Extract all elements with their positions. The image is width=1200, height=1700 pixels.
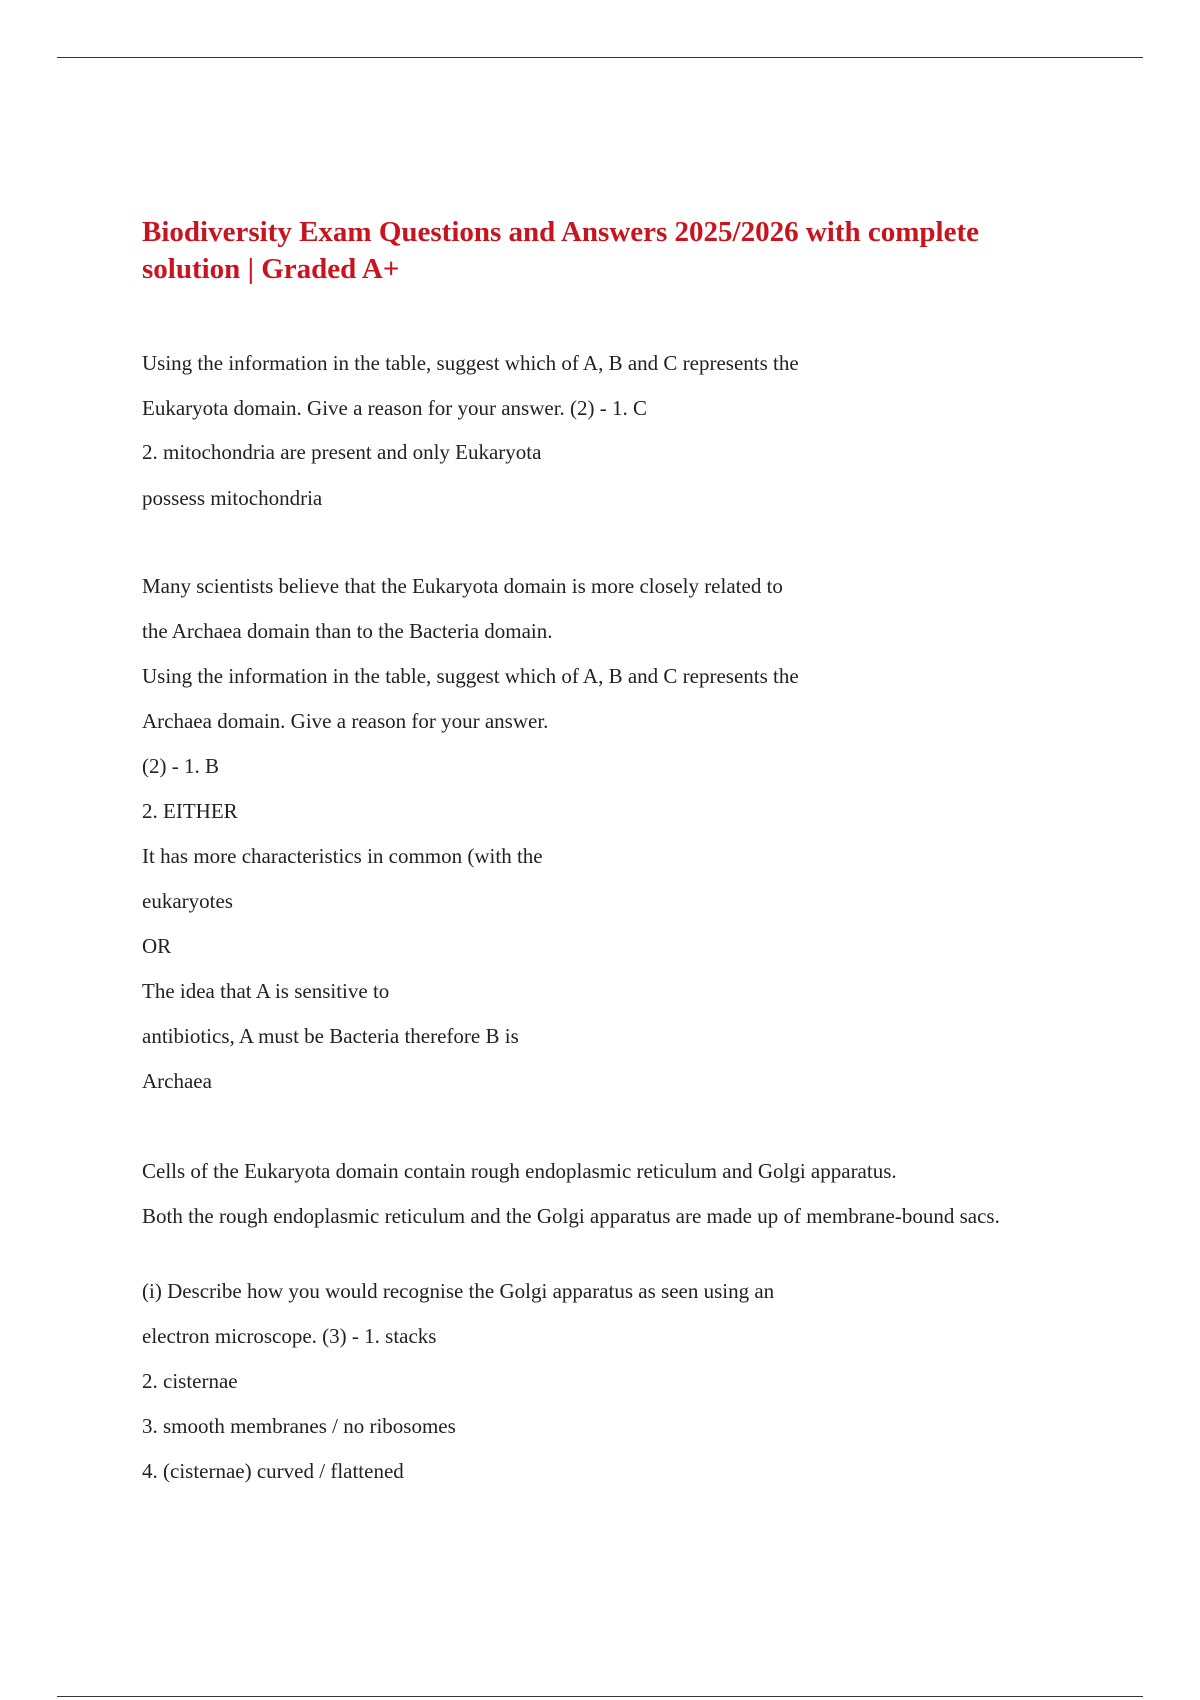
q2-line-1: Many scientists believe that the Eukaryota domain is more closely related to [142, 574, 783, 598]
q2-line-7: It has more characteristics in common (with the [142, 844, 543, 868]
q3-line-2: Both the rough endoplasmic reticulum and the Golgi apparatus are made up of membrane-bound sacs. [142, 1204, 1000, 1228]
q2-line-12: Archaea [142, 1069, 212, 1093]
document-title: Biodiversity Exam Questions and Answers 2025/2026 with complete solution | Graded A+ [142, 216, 979, 285]
q1-line-2: Eukaryota domain. Give a reason for your answer. (2) - 1. C [142, 396, 648, 420]
q3-line-6: 3. smooth membranes / no ribosomes [142, 1414, 456, 1438]
top-rule [57, 57, 1143, 58]
q3-line-3: (i) Describe how you would recognise the Golgi apparatus as seen using an [142, 1279, 775, 1303]
q2-line-3: Using the information in the table, suggest which of A, B and C represents the [142, 664, 799, 688]
q2-line-10: The idea that A is sensitive to [142, 979, 390, 1003]
q3-line-5: 2. cisternae [142, 1369, 238, 1393]
bottom-rule [57, 1696, 1143, 1697]
q3-line-7: 4. (cisternae) curved / flattened [142, 1459, 404, 1483]
q2-line-2: the Archaea domain than to the Bacteria domain. [142, 619, 553, 643]
q1-line-4: possess mitochondria [142, 486, 323, 510]
q1-line-1: Using the information in the table, suggest which of A, B and C represents the [142, 351, 799, 375]
q2-line-11: antibiotics, A must be Bacteria therefore B is [142, 1024, 519, 1048]
q3-line-4: electron microscope. (3) - 1. stacks [142, 1324, 437, 1348]
q2-line-9: OR [142, 934, 172, 958]
q2-line-5: (2) - 1. B [142, 754, 219, 778]
q1-line-3: 2. mitochondria are present and only Eukaryota [142, 440, 542, 464]
q2-line-6: 2. EITHER [142, 799, 238, 823]
q2-line-8: eukaryotes [142, 889, 233, 913]
q2-line-4: Archaea domain. Give a reason for your answer. [142, 709, 549, 733]
q3-line-1: Cells of the Eukaryota domain contain rough endoplasmic reticulum and Golgi apparatus. [142, 1159, 897, 1183]
